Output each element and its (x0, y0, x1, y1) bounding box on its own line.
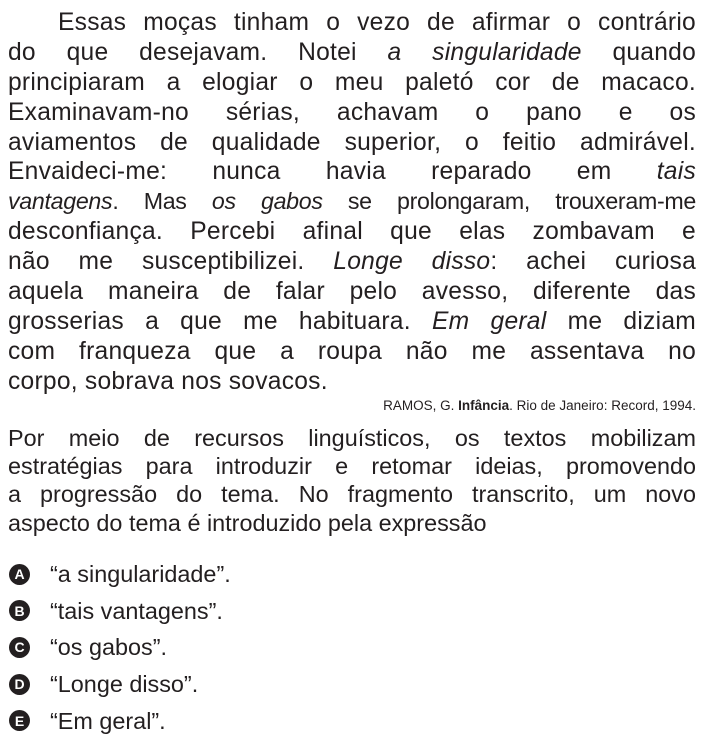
text-segment: me diziam (546, 307, 696, 335)
option-c[interactable] (9, 629, 231, 666)
option-letter-badge: E (9, 710, 30, 731)
italic-expression: Longe disso (333, 248, 491, 276)
option-letter-badge: B (9, 600, 30, 621)
question-line: a progressão do tema. No fragmento transcrito, um novo (8, 481, 696, 508)
passage-line (8, 187, 696, 217)
passage-line (8, 277, 696, 307)
text-segment: não me susceptibilizei. (8, 248, 334, 276)
passage-line (8, 247, 696, 277)
text-segment: Examinavam-no sérias, achavam o pano e os (8, 98, 696, 126)
option-text: “Em geral”. (50, 707, 166, 734)
question-line: Por meio de recursos linguísticos, os textos mobilizam (8, 425, 696, 451)
passage-line (8, 128, 696, 158)
citation (383, 397, 696, 415)
question-line: aspecto do tema é introduzido pela expressão (8, 509, 487, 536)
text-segment: principiaram a elogiar o meu paletó cor de macaco. (8, 68, 696, 96)
citation-rest: . Rio de Janeiro: Record, 1994. (509, 398, 696, 413)
text-segment: Envaideci-me: nunca havia reparado em (8, 158, 657, 186)
option-letter-badge: C (9, 637, 30, 658)
citation-author: RAMOS, G. (383, 398, 459, 413)
passage-line (8, 217, 696, 247)
text-segment: aquela maneira de falar pelo avesso, diferente das (8, 278, 696, 306)
text-segment: com franqueza que a roupa não me assentava no (8, 337, 696, 365)
italic-expression: os gabos (211, 188, 323, 215)
option-text: “os gabos”. (50, 634, 168, 661)
italic-expression: a singularidade (387, 38, 582, 66)
passage (8, 8, 696, 397)
question-stem (8, 424, 696, 537)
passage-line (8, 367, 696, 397)
text-segment: quando (581, 38, 697, 66)
italic-expression: vantagens (8, 188, 113, 215)
option-text: “tais vantagens”. (50, 597, 223, 624)
passage-line (8, 8, 696, 38)
text-segment: . Mas (112, 188, 212, 215)
option-text: “Longe disso”. (50, 671, 199, 698)
passage-line (8, 337, 696, 367)
option-letter-badge: D (9, 674, 30, 695)
italic-expression: tais (656, 158, 696, 186)
question-line: estratégias para introduzir e retomar ideias, promovendo (8, 453, 696, 480)
option-b[interactable] (9, 593, 231, 630)
passage-line (8, 98, 696, 128)
text-segment: do que desejavam. Notei (8, 38, 388, 66)
option-a[interactable] (9, 556, 231, 593)
option-text: “a singularidade”. (50, 561, 231, 588)
citation-title: Infância (458, 398, 510, 413)
passage-line (8, 68, 696, 98)
text-segment: se prolongaram, trouxeram-me (322, 188, 696, 215)
text-segment: : achei curiosa (490, 248, 697, 276)
passage-line (8, 157, 696, 187)
passage-line (8, 38, 696, 68)
option-e[interactable] (9, 702, 231, 739)
text-segment: grosserias a que me habituara. (8, 307, 432, 335)
text-segment: Essas moças tinham o vezo de afirmar o contrário (58, 9, 696, 36)
option-letter-badge: A (9, 564, 30, 585)
italic-expression: Em geral (431, 307, 547, 335)
text-segment: desconfiança. Percebi afinal que elas zombavam e (8, 218, 696, 246)
option-d[interactable] (9, 666, 231, 703)
answer-options (9, 556, 231, 739)
text-segment: corpo, sobrava nos sovacos. (8, 367, 328, 395)
passage-line (8, 307, 696, 337)
text-segment: aviamentos de qualidade superior, o feitio admirável. (8, 128, 696, 156)
